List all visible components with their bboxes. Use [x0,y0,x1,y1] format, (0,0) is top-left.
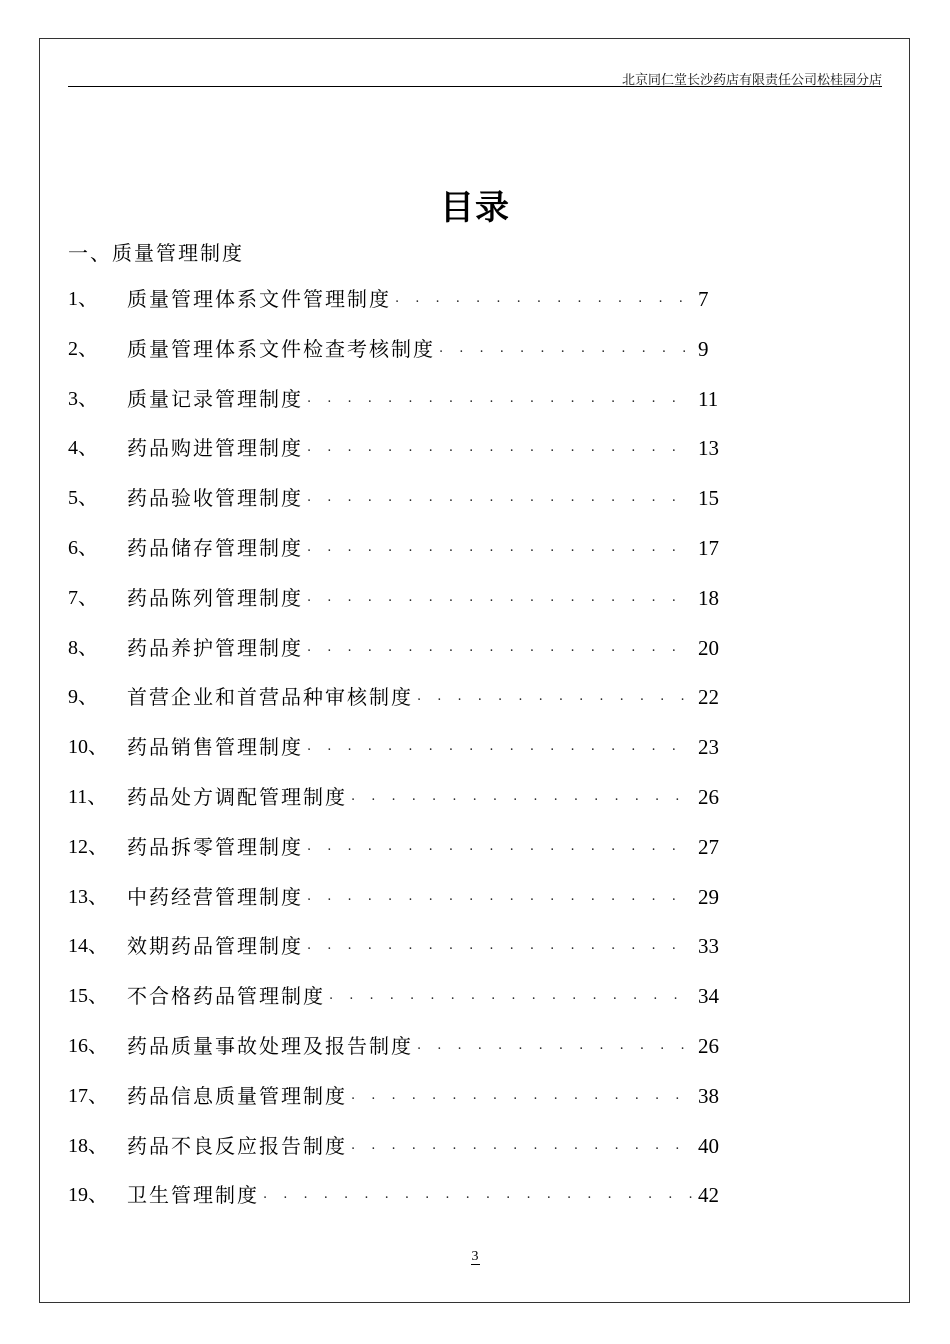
toc-entry-page: 7 [698,287,709,311]
toc-dot-leader [307,733,692,761]
toc-entry-page: 13 [698,436,719,461]
toc-dot-leader [417,1032,692,1060]
toc-entry[interactable] [68,932,728,982]
toc-entry[interactable] [68,1082,728,1132]
toc-dot-leader [351,1132,692,1160]
table-of-contents [68,285,728,1231]
toc-entry[interactable] [68,783,728,833]
toc-dot-leader [307,584,692,612]
toc-dot-leader [329,982,692,1010]
toc-dot-leader [395,285,692,313]
section-heading: 一、质量管理制度 [68,241,244,265]
toc-entry-page: 29 [698,884,719,909]
toc-entry-title: 药品拆零管理制度 [127,834,303,859]
toc-entry-number: 11、 [68,785,108,808]
toc-dot-leader [307,434,692,462]
toc-entry-page: 34 [698,984,719,1009]
toc-entry[interactable] [68,584,728,634]
toc-entry-number: 2、 [68,337,98,360]
toc-entry-title: 药品养护管理制度 [127,635,303,660]
toc-entry-number: 8、 [68,636,98,659]
toc-entry[interactable] [68,335,728,385]
toc-entry[interactable] [68,683,728,733]
toc-entry-title: 首营企业和首营品种审核制度 [127,685,413,710]
toc-entry-title: 药品信息质量管理制度 [127,1083,347,1108]
toc-dot-leader [307,484,692,512]
header-company-name: 北京同仁堂长沙药店有限责任公司松桂园分店 [621,73,882,88]
toc-entry-title: 药品购进管理制度 [127,436,303,461]
toc-entry-number: 17、 [68,1084,108,1107]
toc-dot-leader [307,534,692,562]
toc-entry-number: 14、 [68,935,108,958]
toc-dot-leader [263,1181,692,1209]
toc-entry[interactable] [68,883,728,933]
toc-entry[interactable] [68,982,728,1032]
toc-entry-number: 6、 [68,536,98,559]
toc-entry[interactable] [68,1132,728,1182]
toc-entry-title: 药品销售管理制度 [127,735,303,760]
toc-entry-title: 中药经营管理制度 [127,884,303,909]
toc-dot-leader [307,634,692,662]
toc-entry-page: 33 [698,934,719,959]
toc-entry-number: 9、 [68,686,98,709]
toc-entry-number: 4、 [68,437,98,460]
toc-dot-leader [439,335,692,363]
toc-entry-title: 不合格药品管理制度 [127,984,325,1009]
toc-entry-number: 10、 [68,736,108,759]
toc-entry[interactable] [68,534,728,584]
toc-entry[interactable] [68,285,728,335]
toc-dot-leader [417,683,692,711]
toc-entry[interactable] [68,1181,728,1231]
toc-dot-leader [307,883,692,911]
toc-entry-number: 16、 [68,1034,108,1057]
toc-entry-number: 1、 [68,288,98,310]
toc-dot-leader [307,833,692,861]
toc-entry-number: 3、 [68,387,98,410]
toc-entry-title: 药品质量事故处理及报告制度 [127,1033,413,1058]
toc-entry-page: 38 [698,1083,719,1108]
toc-entry-page: 23 [698,735,719,760]
toc-entry-page: 20 [698,635,719,660]
toc-entry-number: 7、 [68,586,98,609]
toc-entry[interactable] [68,484,728,534]
toc-entry-title: 质量管理体系文件检查考核制度 [127,336,435,361]
toc-entry[interactable] [68,733,728,783]
toc-entry-page: 42 [698,1183,719,1208]
toc-entry-page: 27 [698,834,719,859]
toc-entry-page: 15 [698,486,719,511]
toc-entry-title: 卫生管理制度 [127,1183,259,1208]
toc-entry-title: 质量管理体系文件管理制度 [127,287,391,311]
toc-entry-title: 药品陈列管理制度 [127,585,303,610]
toc-entry-page: 26 [698,1033,719,1058]
toc-entry[interactable] [68,634,728,684]
header-rule [68,86,882,87]
toc-entry[interactable] [68,1032,728,1082]
toc-entry-number: 15、 [68,985,108,1008]
toc-entry-page: 22 [698,685,719,710]
document-title: 目录 [440,188,510,228]
toc-entry-number: 12、 [68,835,108,858]
toc-entry[interactable] [68,434,728,484]
toc-entry-page: 40 [698,1133,719,1158]
toc-entry-title: 药品不良反应报告制度 [127,1133,347,1158]
toc-entry[interactable] [68,833,728,883]
toc-entry[interactable] [68,385,728,435]
toc-entry-number: 13、 [68,885,108,908]
toc-entry-number: 19、 [68,1184,108,1207]
toc-dot-leader [307,932,692,960]
toc-entry-page: 11 [698,386,719,411]
page-number-text: 3 [471,1249,479,1264]
toc-dot-leader [351,1082,692,1110]
toc-entry-page: 17 [698,535,719,560]
toc-entry-title: 效期药品管理制度 [127,934,303,959]
toc-entry-title: 药品储存管理制度 [127,535,303,560]
toc-dot-leader [307,385,692,413]
toc-dot-leader [351,783,692,811]
toc-entry-number: 5、 [68,487,98,510]
toc-entry-page: 18 [698,585,719,610]
page-number [0,1249,950,1265]
toc-entry-title: 药品验收管理制度 [127,486,303,511]
toc-entry-title: 药品处方调配管理制度 [127,784,347,809]
toc-entry-title: 质量记录管理制度 [127,386,303,411]
toc-entry-page: 9 [698,336,709,361]
toc-entry-number: 18、 [68,1134,108,1157]
toc-entry-page: 26 [698,784,719,809]
